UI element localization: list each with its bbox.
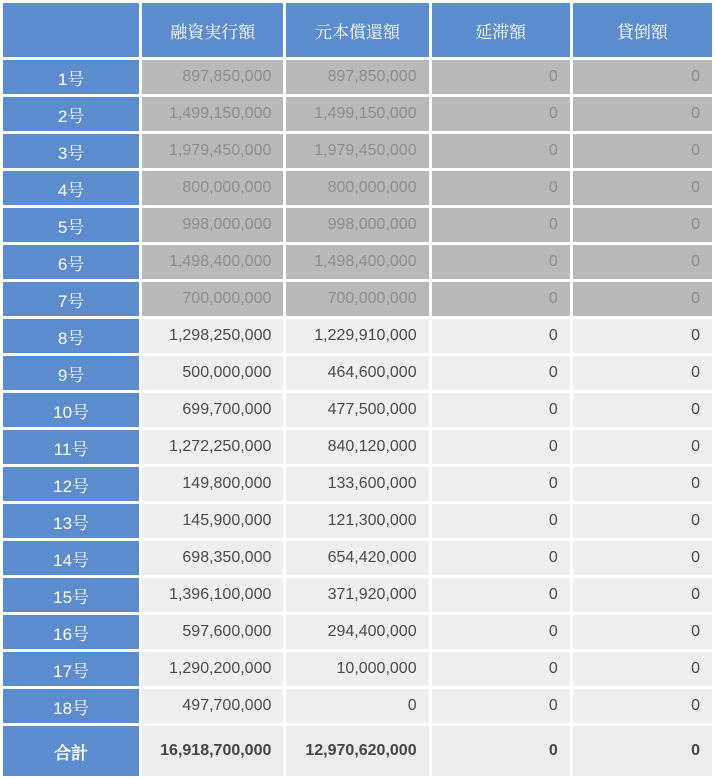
value-cell: 0 bbox=[573, 615, 712, 649]
value-cell: 1,499,150,000 bbox=[142, 97, 283, 131]
value-cell: 0 bbox=[432, 615, 570, 649]
value-cell: 0 bbox=[432, 504, 570, 538]
table-row bbox=[3, 245, 712, 279]
corner-cell bbox=[3, 3, 139, 57]
value-cell: 840,120,000 bbox=[286, 430, 428, 464]
total-row-label: 合計 bbox=[3, 726, 139, 776]
row-label: 16号 bbox=[3, 615, 139, 649]
value-cell: 497,700,000 bbox=[142, 689, 283, 723]
row-label: 12号 bbox=[3, 467, 139, 501]
table-body bbox=[3, 60, 712, 723]
total-overdue-amount: 0 bbox=[432, 726, 570, 776]
column-header-overdue-amount: 延滞額 bbox=[432, 3, 570, 57]
value-cell: 0 bbox=[432, 208, 570, 242]
value-cell: 998,000,000 bbox=[286, 208, 428, 242]
total-bad-debt-amount: 0 bbox=[573, 726, 712, 776]
value-cell: 0 bbox=[573, 541, 712, 575]
row-label: 11号 bbox=[3, 430, 139, 464]
value-cell: 133,600,000 bbox=[286, 467, 428, 501]
value-cell: 0 bbox=[432, 60, 570, 94]
table-row bbox=[3, 578, 712, 612]
value-cell: 0 bbox=[573, 171, 712, 205]
table-row bbox=[3, 393, 712, 427]
table-row bbox=[3, 652, 712, 686]
total-principal-redeemed: 12,970,620,000 bbox=[286, 726, 428, 776]
row-label: 18号 bbox=[3, 689, 139, 723]
table-row bbox=[3, 430, 712, 464]
value-cell: 0 bbox=[432, 578, 570, 612]
column-header-loan-executed: 融資実行額 bbox=[142, 3, 283, 57]
table-row bbox=[3, 134, 712, 168]
value-cell: 0 bbox=[286, 689, 428, 723]
value-cell: 1,499,150,000 bbox=[286, 97, 428, 131]
value-cell: 0 bbox=[573, 689, 712, 723]
value-cell: 145,900,000 bbox=[142, 504, 283, 538]
table-row bbox=[3, 689, 712, 723]
value-cell: 0 bbox=[573, 134, 712, 168]
value-cell: 0 bbox=[432, 171, 570, 205]
value-cell: 500,000,000 bbox=[142, 356, 283, 390]
row-label: 2号 bbox=[3, 97, 139, 131]
row-label: 7号 bbox=[3, 282, 139, 316]
value-cell: 897,850,000 bbox=[142, 60, 283, 94]
total-loan-executed: 16,918,700,000 bbox=[142, 726, 283, 776]
value-cell: 0 bbox=[573, 282, 712, 316]
value-cell: 897,850,000 bbox=[286, 60, 428, 94]
value-cell: 698,350,000 bbox=[142, 541, 283, 575]
row-label: 1号 bbox=[3, 60, 139, 94]
table-row bbox=[3, 504, 712, 538]
row-label: 14号 bbox=[3, 541, 139, 575]
value-cell: 0 bbox=[432, 97, 570, 131]
total-row bbox=[3, 726, 712, 776]
row-label: 15号 bbox=[3, 578, 139, 612]
value-cell: 1,498,400,000 bbox=[286, 245, 428, 279]
value-cell: 0 bbox=[573, 393, 712, 427]
value-cell: 0 bbox=[573, 208, 712, 242]
value-cell: 121,300,000 bbox=[286, 504, 428, 538]
value-cell: 0 bbox=[432, 652, 570, 686]
value-cell: 0 bbox=[432, 356, 570, 390]
value-cell: 0 bbox=[432, 430, 570, 464]
value-cell: 699,700,000 bbox=[142, 393, 283, 427]
row-label: 17号 bbox=[3, 652, 139, 686]
value-cell: 998,000,000 bbox=[142, 208, 283, 242]
table-row bbox=[3, 467, 712, 501]
row-label: 8号 bbox=[3, 319, 139, 353]
value-cell: 0 bbox=[432, 467, 570, 501]
table-header-row bbox=[3, 3, 712, 57]
row-label: 13号 bbox=[3, 504, 139, 538]
value-cell: 654,420,000 bbox=[286, 541, 428, 575]
value-cell: 1,290,200,000 bbox=[142, 652, 283, 686]
value-cell: 800,000,000 bbox=[142, 171, 283, 205]
value-cell: 294,400,000 bbox=[286, 615, 428, 649]
value-cell: 700,000,000 bbox=[286, 282, 428, 316]
row-label: 4号 bbox=[3, 171, 139, 205]
value-cell: 477,500,000 bbox=[286, 393, 428, 427]
value-cell: 1,298,250,000 bbox=[142, 319, 283, 353]
value-cell: 0 bbox=[432, 282, 570, 316]
value-cell: 149,800,000 bbox=[142, 467, 283, 501]
value-cell: 1,272,250,000 bbox=[142, 430, 283, 464]
value-cell: 0 bbox=[432, 393, 570, 427]
value-cell: 0 bbox=[573, 97, 712, 131]
row-label: 5号 bbox=[3, 208, 139, 242]
row-label: 9号 bbox=[3, 356, 139, 390]
table-row bbox=[3, 97, 712, 131]
table-row bbox=[3, 60, 712, 94]
value-cell: 0 bbox=[573, 245, 712, 279]
value-cell: 0 bbox=[432, 134, 570, 168]
value-cell: 0 bbox=[432, 541, 570, 575]
value-cell: 0 bbox=[573, 504, 712, 538]
table-row bbox=[3, 615, 712, 649]
value-cell: 0 bbox=[432, 319, 570, 353]
table-row bbox=[3, 319, 712, 353]
value-cell: 800,000,000 bbox=[286, 171, 428, 205]
value-cell: 0 bbox=[573, 319, 712, 353]
value-cell: 371,920,000 bbox=[286, 578, 428, 612]
value-cell: 1,979,450,000 bbox=[142, 134, 283, 168]
value-cell: 0 bbox=[432, 245, 570, 279]
value-cell: 0 bbox=[432, 689, 570, 723]
value-cell: 0 bbox=[573, 356, 712, 390]
value-cell: 1,498,400,000 bbox=[142, 245, 283, 279]
value-cell: 0 bbox=[573, 430, 712, 464]
value-cell: 1,229,910,000 bbox=[286, 319, 428, 353]
column-header-bad-debt-amount: 貸倒額 bbox=[573, 3, 712, 57]
table-row bbox=[3, 171, 712, 205]
row-label: 10号 bbox=[3, 393, 139, 427]
row-label: 3号 bbox=[3, 134, 139, 168]
value-cell: 0 bbox=[573, 60, 712, 94]
table-row bbox=[3, 208, 712, 242]
row-label: 6号 bbox=[3, 245, 139, 279]
table-row bbox=[3, 356, 712, 390]
value-cell: 1,396,100,000 bbox=[142, 578, 283, 612]
value-cell: 0 bbox=[573, 467, 712, 501]
value-cell: 464,600,000 bbox=[286, 356, 428, 390]
value-cell: 10,000,000 bbox=[286, 652, 428, 686]
value-cell: 0 bbox=[573, 652, 712, 686]
value-cell: 1,979,450,000 bbox=[286, 134, 428, 168]
value-cell: 0 bbox=[573, 578, 712, 612]
value-cell: 597,600,000 bbox=[142, 615, 283, 649]
table-row bbox=[3, 282, 712, 316]
table-row bbox=[3, 541, 712, 575]
column-header-principal-redeemed: 元本償還額 bbox=[286, 3, 428, 57]
value-cell: 700,000,000 bbox=[142, 282, 283, 316]
